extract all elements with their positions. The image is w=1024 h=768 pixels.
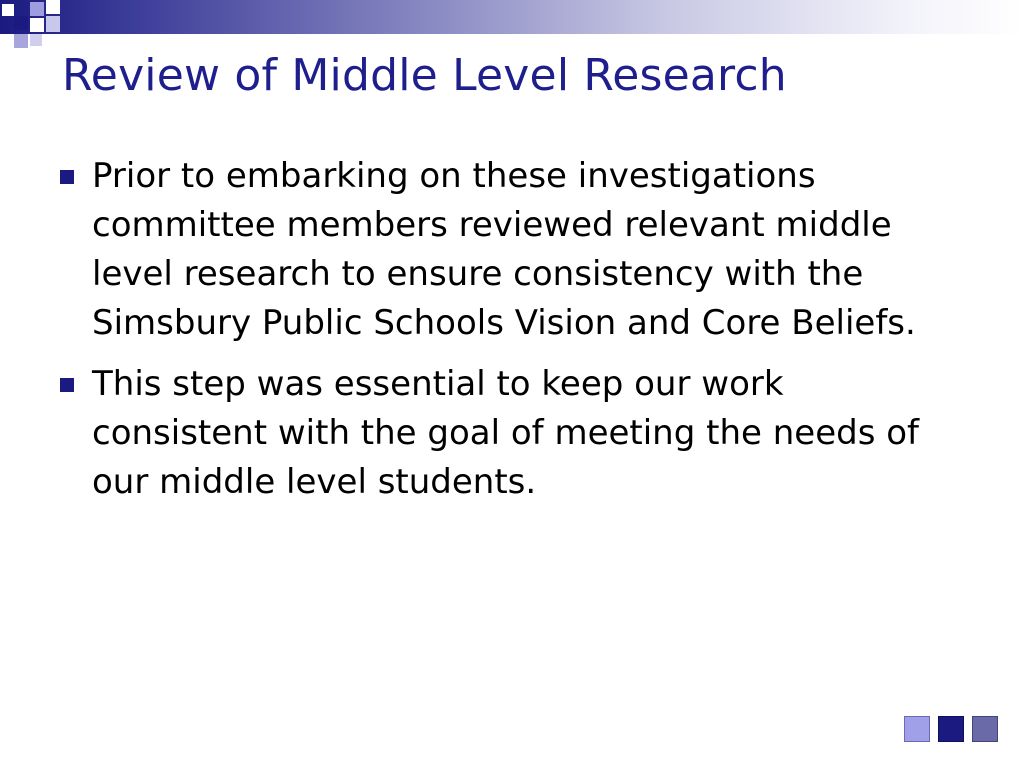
corner-square — [46, 0, 60, 14]
footer-square-dark — [938, 716, 964, 742]
footer-square-medium — [972, 716, 998, 742]
bullet-text: This step was essential to keep our work consistent with the goal of meeting the needs of our middle level students. — [92, 364, 919, 502]
footer-square-light — [904, 716, 930, 742]
corner-square — [46, 16, 60, 32]
corner-square — [30, 34, 42, 46]
slide-title: Review of Middle Level Research — [62, 50, 787, 101]
corner-square — [30, 2, 44, 16]
bullet-list — [54, 152, 954, 519]
bullet-item — [54, 360, 954, 507]
corner-square — [14, 34, 28, 48]
header-gradient-bar — [0, 0, 1024, 34]
square-bullet-icon — [60, 378, 74, 392]
bullet-item — [54, 152, 954, 348]
corner-square — [14, 16, 28, 30]
corner-square — [2, 4, 14, 16]
corner-square — [30, 18, 44, 32]
bullet-text: Prior to embarking on these investigations committee members reviewed relevant middle level research to ensure consistency with the Simsbury Public Schools Vision and Core Beliefs. — [92, 156, 916, 343]
square-bullet-icon — [60, 170, 74, 184]
footer-decoration — [904, 716, 1004, 744]
